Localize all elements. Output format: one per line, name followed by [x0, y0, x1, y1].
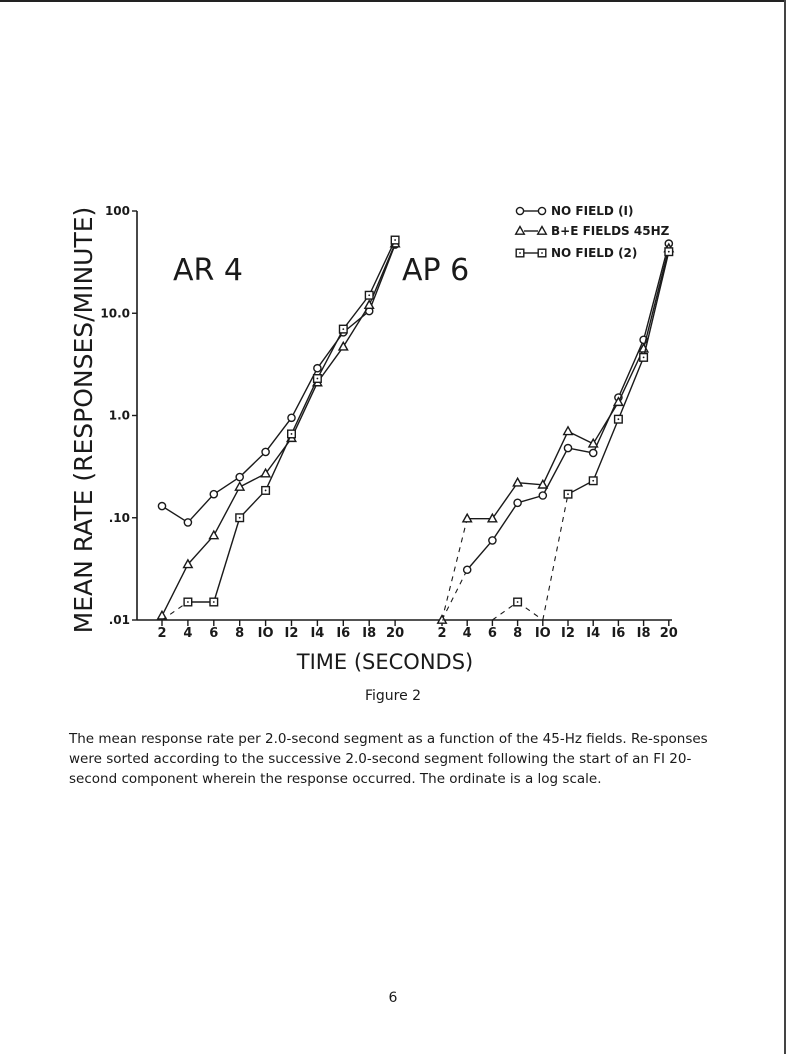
y-tick-label-4: 100: [104, 204, 130, 218]
y-tick-label-1: .10: [108, 510, 130, 525]
x-tick-label-p1-4: IO: [534, 626, 551, 641]
series-segment-p0-s2-4: [266, 434, 292, 490]
x-tick-label-p1-2: 6: [487, 626, 497, 641]
y-tick-label-0: .01: [108, 613, 130, 627]
data-point-p0-s0-4: [262, 448, 269, 455]
x-tick-label-p0-6: I4: [310, 626, 325, 641]
series-segment-p0-s2-6: [317, 329, 343, 378]
data-point-p1-s2-5: [564, 490, 572, 498]
series-segment-p0-s0-0: [162, 506, 188, 522]
x-tick-label-p1-5: I2: [561, 626, 575, 641]
y-axis-label: MEAN RATE (RESPONSES/MINUTE): [69, 206, 98, 634]
series-segment-p1-s1-8: [644, 248, 669, 348]
legend-label-1: B+E FIELDS 45HZ: [551, 224, 670, 238]
x-tick-label-p1-6: I4: [586, 626, 601, 641]
data-point-p1-s2-6: [589, 477, 597, 485]
x-tick-label-p0-7: I6: [336, 626, 351, 641]
x-tick-label-p0-8: I8: [362, 626, 377, 641]
series-segment-p0-s1-0: [162, 564, 188, 615]
data-point-p0-s1-2: [210, 531, 219, 539]
data-point-p1-s1-5: [564, 427, 573, 435]
page-number: 6: [388, 990, 398, 1006]
data-point-p1-s0-6: [590, 449, 597, 456]
data-point-p0-s0-0: [158, 502, 165, 509]
series-segment-p1-s0-1: [467, 540, 492, 569]
legend-marker-end-0: [538, 207, 545, 214]
data-point-p1-s1-3: [513, 478, 522, 486]
data-point-p0-s1-3: [235, 482, 244, 490]
data-point-p0-s2-5: [288, 430, 296, 438]
y-tick-label-3: 10.0: [100, 306, 130, 321]
x-tick-label-p1-9: 20: [659, 626, 678, 641]
series-segment-p0-s2-2: [214, 518, 240, 602]
data-point-p0-s0-3: [236, 473, 243, 480]
data-point-p1-s0-1: [464, 566, 471, 573]
series-segment-p0-s0-3: [240, 452, 266, 477]
data-point-p0-s0-5: [288, 414, 295, 421]
legend-marker-end-1: [538, 227, 547, 235]
data-point-p0-s2-4: [262, 487, 270, 495]
legend-marker-start-2: [516, 249, 524, 257]
x-tick-label-p0-4: IO: [257, 626, 274, 641]
data-point-p0-s2-1: [184, 598, 192, 606]
chart-series: [158, 236, 673, 623]
panel-label-ap6: AP 6: [402, 253, 470, 288]
figure-caption: The mean response rate per 2.0-second segment as a function of the 45-Hz fields. Re-sponses were sorted according to the successive 2.0-second segment following the start of an FI 20-second component wherein the response occurred. The ordinate is a log scale.: [69, 731, 708, 787]
data-point-p0-s2-7: [340, 325, 348, 333]
x-tick-label-p0-5: I2: [284, 626, 299, 641]
series-segment-p1-s0-8: [644, 244, 669, 340]
x-axis-label: TIME (SECONDS): [296, 650, 474, 674]
x-tick-label-p0-2: 6: [209, 626, 219, 641]
data-point-p0-s2-9: [391, 236, 399, 244]
legend-marker-end-2: [538, 249, 546, 257]
data-point-p0-s2-2: [210, 598, 218, 606]
series-segment-p1-s0-0: [442, 570, 467, 620]
data-point-p0-s2-6: [314, 375, 322, 383]
series-segment-p0-s0-2: [214, 477, 240, 494]
chart-legend: [516, 204, 670, 260]
data-point-p1-s0-2: [489, 537, 496, 544]
series-segment-p1-s2-6: [593, 419, 618, 481]
x-tick-label-p1-1: 4: [462, 626, 472, 641]
legend-label-0: NO FIELD (I): [551, 204, 634, 218]
series-segment-p1-s1-4: [543, 431, 568, 484]
data-point-p0-s0-6: [314, 365, 321, 372]
x-tick-label-p1-7: I6: [611, 626, 626, 641]
data-point-p1-s2-8: [640, 354, 648, 362]
series-segment-p0-s1-1: [188, 536, 214, 565]
panel-label-ar4: AR 4: [173, 253, 243, 288]
legend-marker-start-0: [516, 207, 523, 214]
figure-label: Figure 2: [364, 688, 422, 704]
data-point-p0-s0-1: [184, 519, 191, 526]
data-point-p1-s0-3: [514, 499, 521, 506]
x-tick-label-p1-8: I8: [636, 626, 651, 641]
x-tick-label-p0-0: 2: [157, 626, 167, 641]
data-point-p1-s2-7: [615, 415, 623, 423]
series-segment-p0-s2-5: [292, 379, 318, 434]
legend-label-2: NO FIELD (2): [551, 246, 638, 260]
data-point-p0-s2-3: [236, 514, 244, 522]
series-segment-p1-s2-4: [543, 494, 568, 620]
data-point-p1-s2-9: [665, 248, 673, 256]
data-point-p1-s1-6: [589, 439, 598, 447]
data-point-p0-s1-7: [339, 342, 348, 350]
x-tick-label-p1-3: 8: [513, 626, 523, 641]
y-tick-label-2: 1.0: [108, 408, 130, 423]
data-point-p0-s0-2: [210, 491, 217, 498]
x-tick-label-p1-0: 2: [437, 626, 447, 641]
x-tick-label-p0-3: 8: [235, 626, 245, 641]
chart-labels: [69, 207, 473, 674]
series-segment-p0-s2-8: [369, 240, 395, 295]
data-point-p1-s2-3: [514, 598, 522, 606]
x-tick-label-p0-1: 4: [183, 626, 193, 641]
data-point-p1-s0-4: [539, 492, 546, 499]
x-tick-label-p0-9: 20: [386, 626, 405, 641]
data-point-p0-s2-8: [365, 291, 373, 299]
series-segment-p1-s1-2: [492, 483, 517, 519]
series-segment-p1-s2-8: [644, 252, 669, 358]
series-segment-p0-s0-1: [188, 494, 214, 522]
data-point-p1-s0-5: [564, 444, 571, 451]
legend-marker-start-1: [516, 227, 525, 235]
